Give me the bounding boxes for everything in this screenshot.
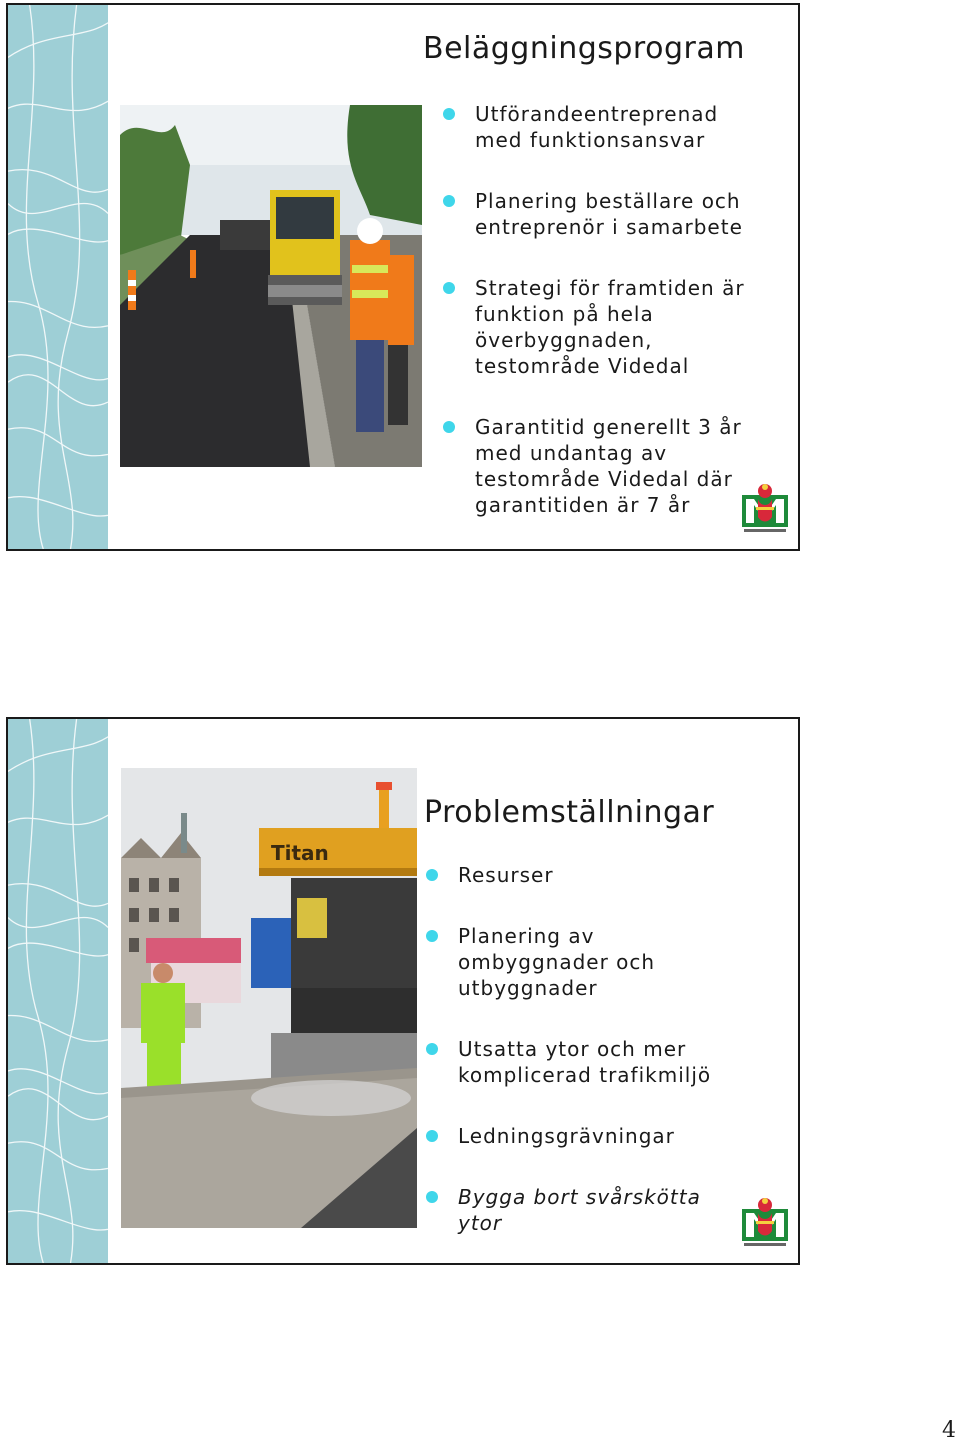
bullet-dot-icon [426, 1043, 438, 1055]
bullet-item [426, 862, 746, 888]
bullet-text: Resurser [458, 863, 554, 887]
bullet-item [443, 275, 778, 379]
bullet-text: Strategi för framtiden är funktion på hela överbyggnaden, testområde Videdal [475, 276, 745, 378]
slide-title: Beläggningsprogram [423, 31, 745, 66]
bullet-text: Garantitid generellt 3 år med undantag av testområde Videdal där garantitiden är 7 år [475, 415, 742, 517]
page-number: 4 [942, 1418, 956, 1443]
bullet-item [426, 1123, 746, 1149]
bullet-item [426, 923, 746, 1001]
bullet-list [443, 101, 778, 551]
bullet-dot-icon [426, 930, 438, 942]
malmo-stad-logo-icon [742, 1195, 788, 1253]
photo-road-roller [120, 105, 422, 467]
bullet-text: Bygga bort svårskötta ytor [458, 1185, 701, 1235]
slide-title: Problemställningar [424, 795, 715, 830]
bullet-text: Planering av ombyggnader och utbyggnader [458, 924, 656, 1000]
bullet-dot-icon [426, 869, 438, 881]
bullet-dot-icon [443, 421, 455, 433]
bullet-text: Ledningsgrävningar [458, 1124, 675, 1148]
bullet-dot-icon [426, 1130, 438, 1142]
photo-sign-text: Titan [271, 841, 329, 865]
photo-asphalt-paver [121, 768, 417, 1228]
bullet-list [426, 862, 746, 1265]
bullet-text: Utsatta ytor och mer komplicerad trafikmiljö [458, 1037, 712, 1087]
bullet-item [426, 1184, 746, 1236]
bullet-dot-icon [443, 108, 455, 120]
bullet-item [443, 101, 778, 153]
bullet-text: Utförandeentreprenad med funktionsansvar [475, 102, 719, 152]
malmo-stad-logo-icon [742, 481, 788, 539]
bullet-dot-icon [426, 1191, 438, 1203]
decorative-side-band [8, 719, 108, 1263]
bullet-item [426, 1036, 746, 1088]
bullet-item [443, 414, 778, 518]
bullet-dot-icon [443, 282, 455, 294]
bullet-item [443, 188, 778, 240]
decorative-side-band [8, 5, 108, 549]
bullet-dot-icon [443, 195, 455, 207]
slide-beläggningsprogram [6, 3, 800, 551]
slide-problemställningar [6, 717, 800, 1265]
bullet-text: Planering beställare och entreprenör i samarbete [475, 189, 743, 239]
